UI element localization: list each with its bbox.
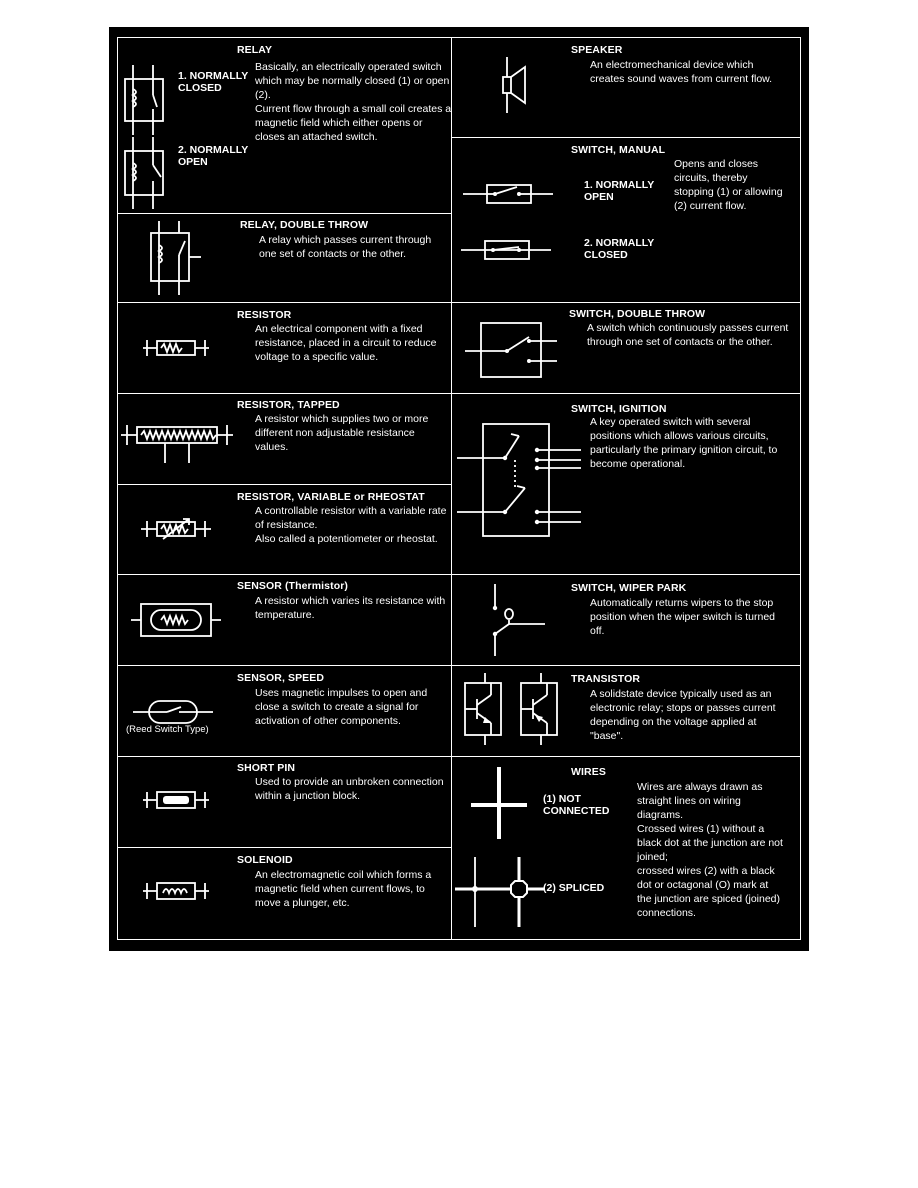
solenoid-description: An electromagnetic coil which forms a magnetic field when current flows, to move a plunger, etc. <box>255 869 432 909</box>
legend-sheet <box>109 27 809 951</box>
sensor-thermistor-icon <box>131 600 221 640</box>
resistor-tapped-title: RESISTOR, TAPPED <box>237 399 340 411</box>
row-divider <box>117 665 451 666</box>
resistor-title: RESISTOR <box>237 309 292 321</box>
switch-ignition-title: SWITCH, IGNITION <box>571 403 667 415</box>
row-divider <box>117 302 451 303</box>
relay-no-label: 2. NORMALLY OPEN <box>178 144 249 168</box>
switch-manual-description: Opens and closes circuits, thereby stopping (1) or allowing (2) current flow. <box>674 158 783 212</box>
sensor-speed-description: Uses magnetic impulses to open and close a switch to create a signal for activation of other components. <box>255 687 428 727</box>
row-divider <box>451 137 801 138</box>
short-pin-title: SHORT PIN <box>237 762 296 774</box>
speaker-title: SPEAKER <box>571 44 623 56</box>
row-divider <box>117 574 451 575</box>
wires-title: WIRES <box>571 766 606 778</box>
row-divider <box>451 756 801 757</box>
relay-double-throw-description: A relay which passes current through one set of contacts or the other. <box>259 234 432 260</box>
wires-not-connected-label: (1) NOT CONNECTED <box>543 793 610 817</box>
wires-spliced-label: (2) SPLICED <box>543 882 605 894</box>
switch-wiper-park-title: SWITCH, WIPER PARK <box>571 582 687 594</box>
switch-normally-closed-icon <box>461 235 551 265</box>
relay-double-throw-title: RELAY, DOUBLE THROW <box>240 219 369 231</box>
solenoid-icon <box>143 878 209 904</box>
switch-ignition-icon <box>457 420 581 540</box>
solenoid-title: SOLENOID <box>237 854 293 866</box>
switch-double-throw-title: SWITCH, DOUBLE THROW <box>569 308 706 320</box>
switch-ignition-description: A key operated switch with several positions which allows various circuits, particularly the primary ignition circuit, to become operational. <box>590 416 778 470</box>
resistor-variable-title: RESISTOR, VARIABLE or RHEOSTAT <box>237 491 425 503</box>
wires-description: Wires are always drawn as straight lines on wiring diagrams. Crossed wires (1) without a black dot at the junction are not joined; crossed wires (2) with a black dot or octagonal (O) mark at the junction are spiced (joined) connections. <box>637 781 783 919</box>
transistor-pnp-icon <box>517 673 563 745</box>
short-pin-description: Used to provide an unbroken connection within a junction block. <box>255 776 444 802</box>
sensor-speed-caption: (Reed Switch Type) <box>126 724 209 735</box>
relay-normally-open-icon <box>119 137 169 209</box>
row-divider <box>451 574 801 575</box>
sensor-thermistor-title: SENSOR (Thermistor) <box>237 580 348 592</box>
switch-double-throw-description: A switch which continuously passes current through one set of contacts or the other. <box>587 322 789 348</box>
switch-manual-no-label: 1. NORMALLY OPEN <box>584 179 655 203</box>
switch-manual-nc-label: 2. NORMALLY CLOSED <box>584 237 655 261</box>
transistor-description: A solidstate device typically used as an electronic relay; stops or passes current depending on the voltage applied at "base". <box>590 688 776 742</box>
row-divider <box>117 756 451 757</box>
row-divider <box>451 302 801 303</box>
switch-normally-open-icon <box>463 179 553 209</box>
switch-wiper-park-icon <box>485 584 545 656</box>
wires-spliced-icon <box>455 857 545 927</box>
row-divider <box>117 213 451 214</box>
switch-double-throw-icon <box>465 321 557 379</box>
wires-not-connected-icon <box>471 767 527 839</box>
transistor-title: TRANSISTOR <box>571 673 641 685</box>
relay-normally-closed-icon <box>119 65 169 135</box>
resistor-tapped-description: A resistor which supplies two or more different non adjustable resistance values. <box>255 413 429 453</box>
resistor-description: An electrical component with a fixed resistance, placed in a circuit to reduce voltage to a specific value. <box>255 323 437 363</box>
row-divider <box>451 665 801 666</box>
relay-nc-label: 1. NORMALLY CLOSED <box>178 70 249 94</box>
short-pin-icon <box>143 787 209 813</box>
speaker-description: An electromechanical device which creates sound waves from current flow. <box>590 59 773 85</box>
sensor-thermistor-description: A resistor which varies its resistance with temperature. <box>255 595 446 621</box>
column-divider <box>451 37 452 940</box>
relay-title: RELAY <box>237 44 273 56</box>
switch-manual-title: SWITCH, MANUAL <box>571 144 666 156</box>
row-divider <box>117 484 451 485</box>
row-divider <box>117 393 451 394</box>
relay-double-throw-icon <box>141 221 207 295</box>
resistor-variable-description: A controllable resistor with a variable rate of resistance. Also called a potentiometer or rheostat. <box>255 505 447 545</box>
resistor-tapped-icon <box>121 419 233 463</box>
resistor-icon <box>143 337 209 359</box>
row-divider <box>117 847 451 848</box>
transistor-npn-icon <box>461 673 507 745</box>
sensor-speed-icon <box>133 697 213 727</box>
resistor-variable-icon <box>141 515 211 543</box>
switch-wiper-park-description: Automatically returns wipers to the stop position when the wiper switch is turned off. <box>590 597 776 637</box>
sensor-speed-title: SENSOR, SPEED <box>237 672 325 684</box>
speaker-icon <box>501 57 531 113</box>
relay-description: Basically, an electrically operated switch which may be normally closed (1) or open (2). Current flow through a small coil creates a magnetic field which either opens or closes an attached switch. <box>255 61 452 143</box>
row-divider <box>451 393 801 394</box>
